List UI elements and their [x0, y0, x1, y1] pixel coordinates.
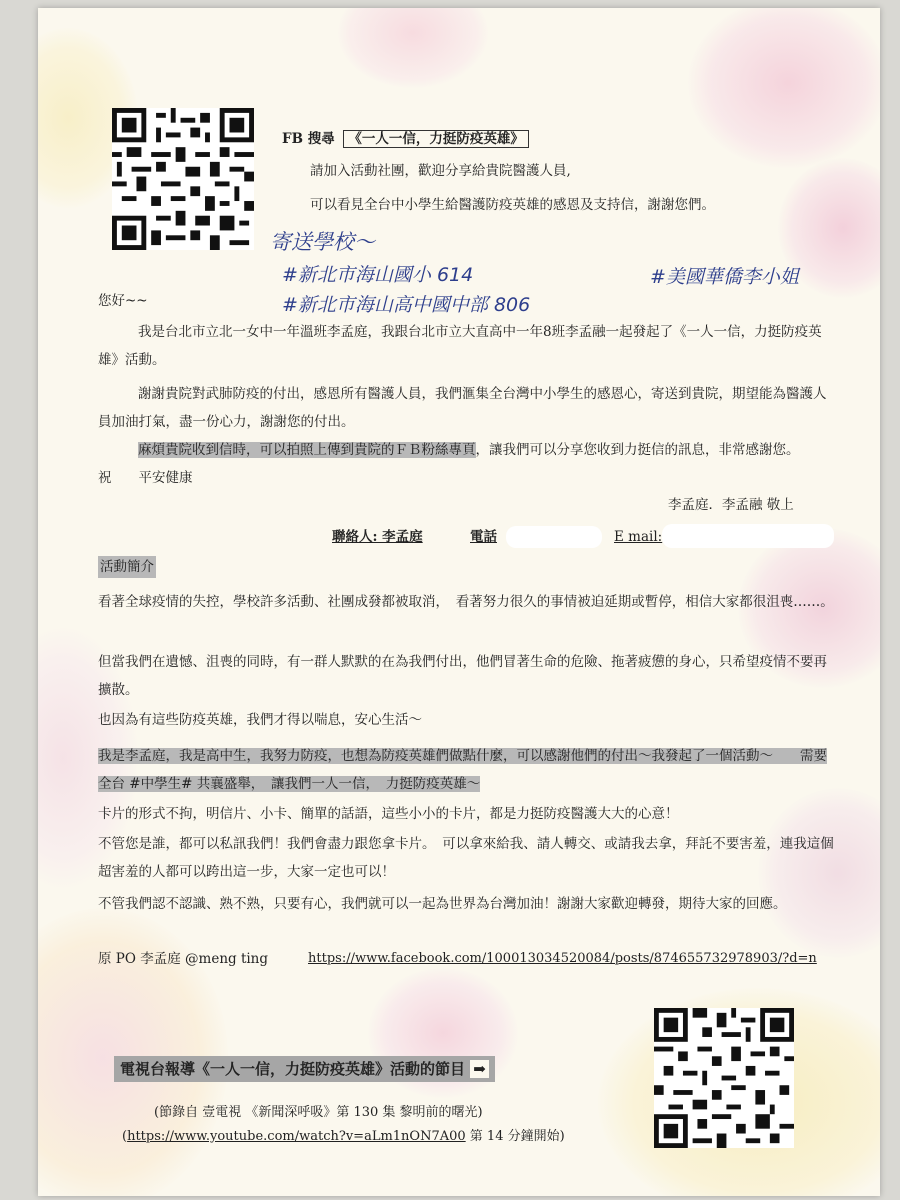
activity-paragraph-3: 也因為有這些防疫英雄，我們才得以喘息，安心生活～ — [98, 712, 422, 728]
handwritten-school-1: #新北市海山國小 614 — [282, 264, 474, 286]
header-line-1: 請加入活動社團，歡迎分享給貴院醫護人員, — [310, 163, 571, 179]
tv-report-label: 電視台報導《一人一信，力挺防疫英雄》活動的節目 — [120, 1060, 466, 1078]
paragraph-3-rest: ，讓我們可以分享您收到力挺信的訊息，非常感謝您。 — [475, 442, 793, 458]
header-line-2: 可以看見全台中小學生給醫護防疫英雄的感恩及支持信，謝謝您們。 — [310, 197, 715, 213]
flower-decoration — [338, 8, 488, 88]
phone-redacted — [506, 526, 602, 548]
phone-label: 電話 — [470, 529, 497, 545]
greeting: 您好~~ — [98, 293, 148, 309]
tv-source: (節錄自 壹電視 《新聞深呼吸》第 130 集 黎明前的曙光) — [154, 1105, 483, 1120]
activity-paragraph-7: 不管我們認不認識、熟不熟，只要有心，我們就可以一起為世界為台灣加油！謝謝大家歡迎轉發，期待大家的回應。 — [98, 896, 787, 912]
activity-paragraph-2: 但當我們在遺憾、沮喪的同時，有一群人默默的在為我們付出，他們冒著生命的危險、拖著疲憊的身心，只希望疫情不要再擴散。 — [98, 654, 827, 698]
activity-paragraph-6: 不管您是誰，都可以私訊我們！我們會盡力跟您拿卡片。 可以拿來給我、請人轉交、或請我去拿，拜託不要害羞，連我這個超害羞的人都可以跨出這一步，大家一定也可以！ — [98, 836, 834, 880]
signature: 李孟庭．李孟融 敬上 — [668, 497, 794, 513]
email-label: E mail: — [614, 529, 663, 545]
activity-paragraph-5: 卡片的形式不拘，明信片、小卡、簡單的話語，這些小小的卡片，都是力挺防疫醫護大大的心意！ — [98, 806, 679, 822]
tv-report-banner — [114, 1056, 495, 1082]
closing-wish: 祝 平安健康 — [98, 470, 193, 486]
qr-code-fb[interactable] — [112, 108, 254, 250]
handwritten-school-2: #新北市海山高中國中部 806 — [282, 294, 531, 316]
original-post-link[interactable]: https://www.facebook.com/100013034520084/posts/874655732978903/?d=n — [308, 951, 817, 966]
tv-link-paren: ( — [122, 1129, 128, 1144]
letter-paragraph-1: 我是台北市立北一女中一年溫班李孟庭，我跟台北市立大直高中一年8班李孟融一起發起了《一人一信，力挺防疫英雄》活動。 — [98, 324, 822, 368]
letter-page — [38, 8, 880, 1196]
letter-paragraph-3 — [98, 436, 830, 492]
activity-paragraph-4 — [98, 742, 838, 798]
contact-person: 聯絡人: 李孟庭 — [332, 529, 423, 545]
activity-highlight: 我是李孟庭，我是高中生，我努力防疫，也想為防疫英雄們做點什麼，可以感謝他們的付出～我發起了一個活動～ 需要全台 #中學生# 共襄盛舉， 讓我們一人一信， 力挺防疫英雄～ — [98, 748, 827, 792]
email-redacted — [662, 524, 834, 548]
activity-heading: 活動簡介 — [98, 556, 156, 578]
handwritten-sender: #美國華僑李小姐 — [650, 266, 799, 288]
tv-time: 第 14 分鐘開始) — [469, 1129, 565, 1144]
fb-label: FB 搜尋 — [282, 131, 335, 147]
activity-paragraph-1: 看著全球疫情的失控，學校許多活動、社團成發都被取消， 看著努力很久的事情被迫延期或暫停，相信大家都很沮喪……。 — [98, 594, 834, 610]
flower-decoration — [688, 8, 880, 168]
qr-code-icon — [654, 1008, 794, 1148]
tv-link-line — [122, 1126, 565, 1148]
qr-code-youtube[interactable] — [654, 1008, 794, 1148]
highlight-upload-request: 麻煩貴院收到信時，可以拍照上傳到貴院的ＦＢ粉絲專頁 — [138, 442, 476, 458]
letter-paragraph-2: 謝謝貴院對武肺防疫的付出，感恩所有醫護人員，我們滙集全台灣中小學生的感恩心，寄送到貴院，期望能為醫護人員加油打氣，盡一份心力，謝謝您的付出。 — [98, 386, 827, 430]
fb-search-label — [282, 128, 529, 150]
qr-code-icon — [112, 108, 254, 250]
handwritten-send-to: 寄送學校～ — [270, 230, 375, 254]
youtube-link[interactable]: https://www.youtube.com/watch?v=aLm1nON7A00 — [127, 1129, 466, 1144]
arrow-right-icon: ➡ — [470, 1060, 489, 1078]
original-post-label: 原 PO 李孟庭 @meng ting — [98, 951, 269, 967]
campaign-title: 《一人一信，力挺防疫英雄》 — [343, 130, 529, 148]
